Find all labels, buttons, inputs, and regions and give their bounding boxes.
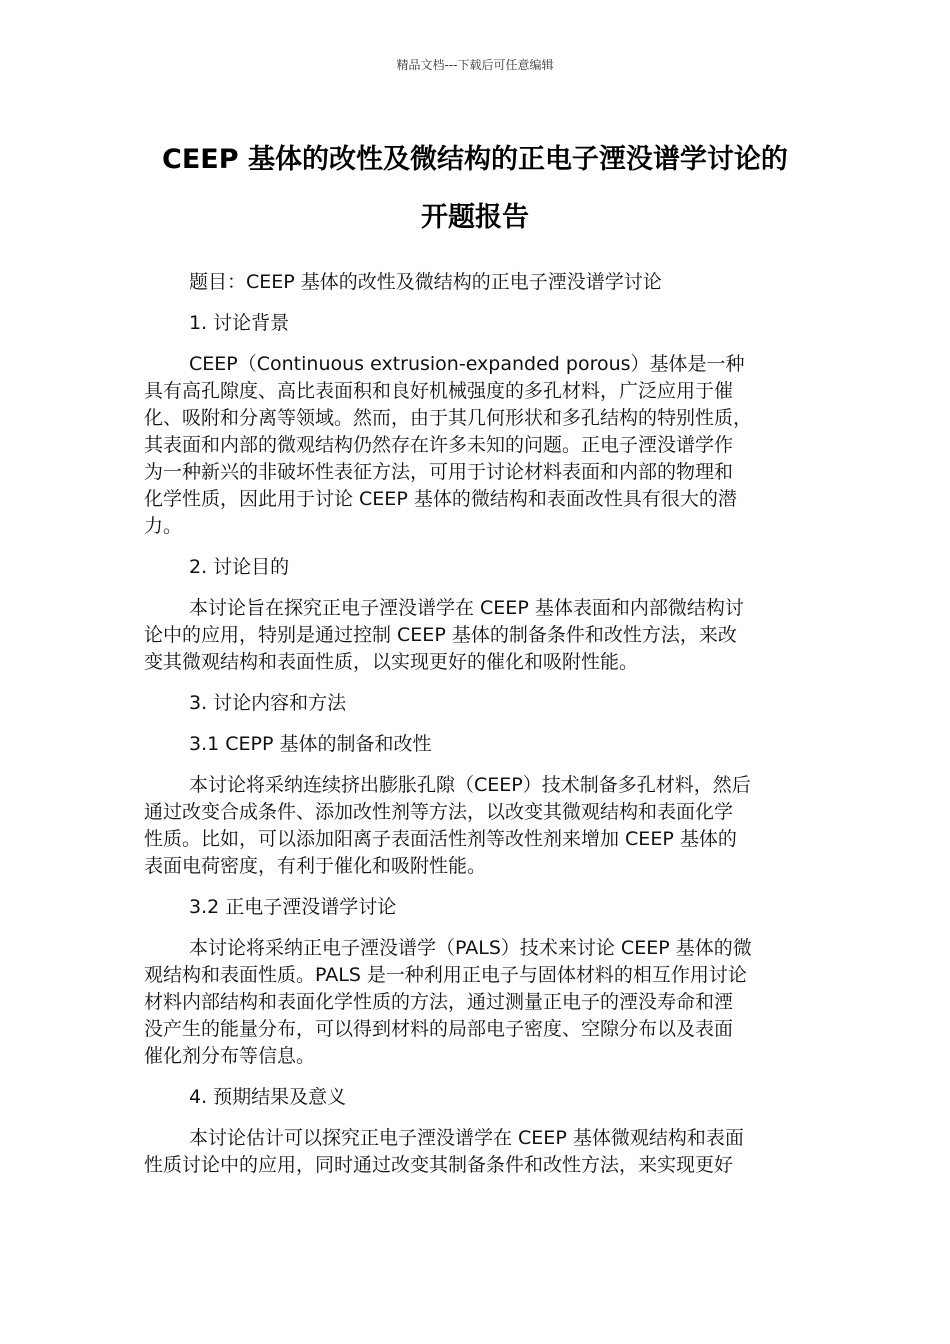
paragraph	[144, 1125, 806, 1179]
paragraph-line: 通过改变合成条件、添加改性剂等方法，以改变其微观结构和表面化学	[144, 801, 734, 823]
topic-line: 题目：CEEP 基体的改性及微结构的正电子湮没谱学讨论	[189, 271, 662, 293]
paragraph-line: 变其微观结构和表面性质，以实现更好的催化和吸附性能。	[144, 651, 639, 673]
paragraph-line: 本讨论将采纳连续挤出膨胀孔隙（CEEP）技术制备多孔材料，然后	[189, 774, 751, 796]
paragraph-line: 论中的应用，特别是通过控制 CEEP 基体的制备条件和改性方法，来改	[144, 624, 737, 646]
paragraph-line: 性质。比如，可以添加阳离子表面活性剂等改性剂来增加 CEEP 基体的	[144, 828, 737, 850]
paragraph-line: 化学性质，因此用于讨论 CEEP 基体的微结构和表面改性具有很大的潜	[144, 488, 737, 510]
section-heading: 1. 讨论背景	[189, 312, 290, 334]
title-line-2: 开题报告	[421, 202, 529, 233]
paragraph-line: 本讨论旨在探究正电子湮没谱学在 CEEP 基体表面和内部微结构讨	[189, 597, 744, 619]
paragraph-line: 表面电荷密度，有利于催化和吸附性能。	[144, 855, 487, 877]
paragraph	[144, 351, 806, 540]
title-line-1: CEEP 基体的改性及微结构的正电子湮没谱学讨论的	[162, 144, 788, 175]
section-heading: 3. 讨论内容和方法	[189, 692, 347, 714]
paragraph-line: 没产生的能量分布，可以得到材料的局部电子密度、空隙分布以及表面	[144, 1018, 734, 1040]
paragraph-line: 观结构和表面性质。PALS 是一种利用正电子与固体材料的相互作用讨论	[144, 964, 747, 986]
paragraph-line: 具有高孔隙度、高比表面积和良好机械强度的多孔材料，广泛应用于催	[144, 380, 734, 402]
document-title	[140, 131, 810, 247]
paragraph-line: 催化剂分布等信息。	[144, 1045, 316, 1067]
paragraph-line: CEEP（Continuous extrusion-expanded porous）基体是一种	[189, 353, 745, 375]
paragraph	[144, 595, 806, 676]
paragraph-line: 本讨论估计可以探究正电子湮没谱学在 CEEP 基体微观结构和表面	[189, 1127, 744, 1149]
paragraph	[144, 772, 806, 880]
paragraph	[144, 935, 806, 1070]
paragraph-line: 为一种新兴的非破坏性表征方法，可用于讨论材料表面和内部的物理和	[144, 461, 734, 483]
paragraph-line: 化、吸附和分离等领域。然而，由于其几何形状和多孔结构的特别性质，	[144, 407, 753, 429]
paragraph-line: 力。	[144, 515, 183, 537]
paragraph-line: 材料内部结构和表面化学性质的方法，通过测量正电子的湮没寿命和湮	[144, 991, 734, 1013]
paragraph-line: 其表面和内部的微观结构仍然存在许多未知的问题。正电子湮没谱学作	[144, 434, 734, 456]
subsection-heading: 3.1 CEPP 基体的制备和改性	[189, 733, 432, 755]
section-heading: 4. 预期结果及意义	[189, 1086, 347, 1108]
paragraph-line: 性质讨论中的应用，同时通过改变其制备条件和改性方法，来实现更好	[144, 1154, 734, 1176]
document-body	[144, 269, 806, 1179]
paragraph-line: 本讨论将采纳正电子湮没谱学（PALS）技术来讨论 CEEP 基体的微	[189, 937, 752, 959]
page-header: 精品文档---下载后可任意编辑	[396, 58, 554, 72]
subsection-heading: 3.2 正电子湮没谱学讨论	[189, 896, 397, 918]
section-heading: 2. 讨论目的	[189, 556, 290, 578]
